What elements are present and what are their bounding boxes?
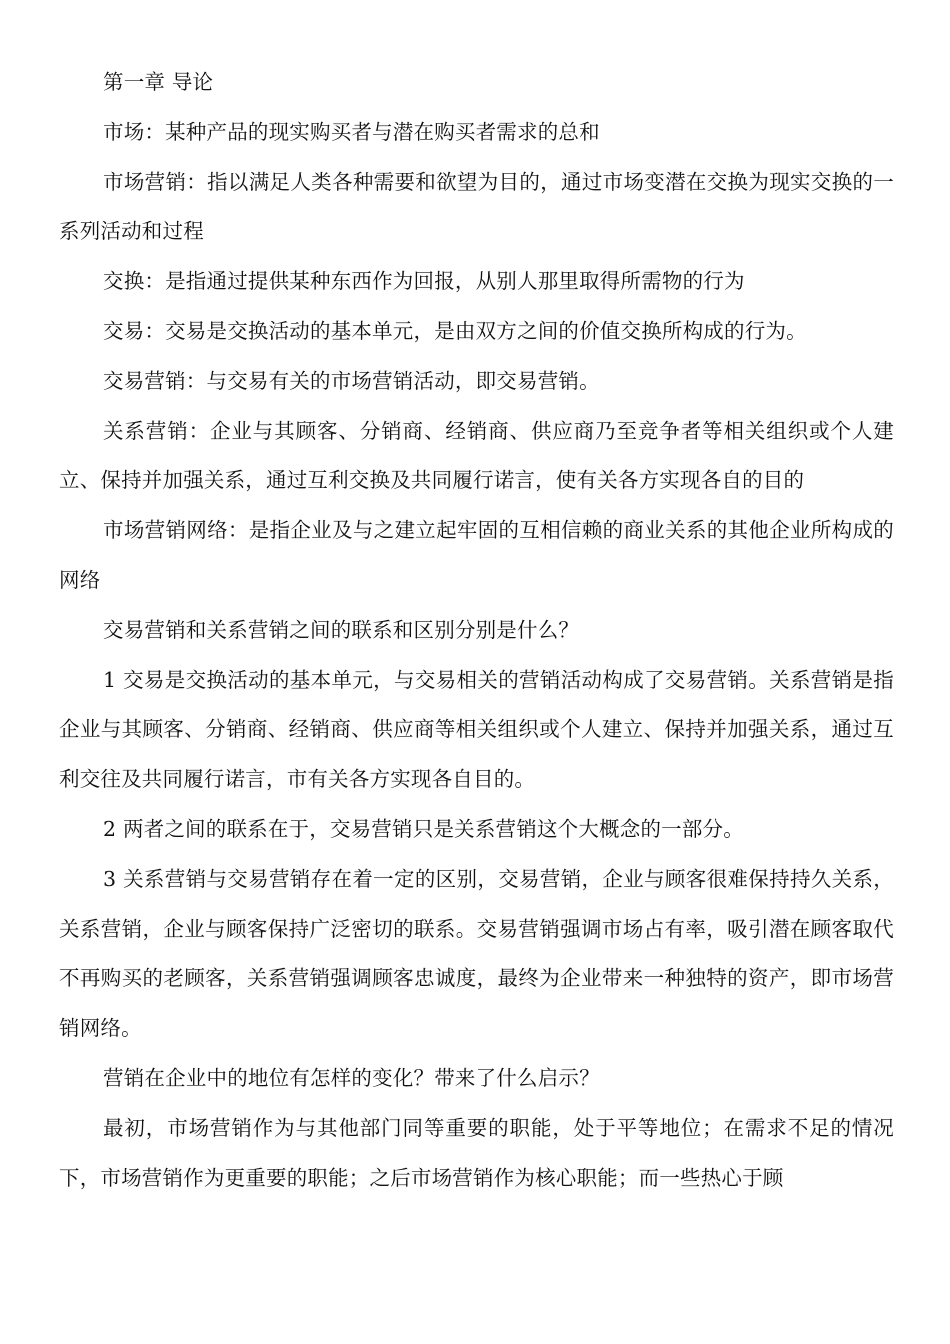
answer-point-3: 3 关系营销与交易营销存在着一定的区别，交易营销，企业与顾客很难保持持久关系，关系营销，企业与顾客保持广泛密切的联系。交易营销强调市场占有率，吸引潜在顾客取代不再购买的老顾客，关系营销强调顾客忠诚度，最终为企业带来一种独特的资产，即市场营销网络。 [59, 866, 894, 1041]
definition-relationship-marketing: 关系营销：企业与其顾客、分销商、经销商、供应商乃至竞争者等相关组织或个人建立、保持并加强关系，通过互利交换及共同履行诺言，使有关各方实现各自的目的 [59, 418, 894, 493]
definition-marketing: 市场营销：指以满足人类各种需要和欲望为目的，通过市场变潜在交换为现实交换的一系列活动和过程 [59, 169, 894, 244]
definition-exchange: 交换：是指通过提供某种东西作为回报，从别人那里取得所需物的行为 [103, 269, 745, 294]
answer-point-2: 2 两者之间的联系在于，交易营销只是关系营销这个大概念的一部分。 [103, 816, 744, 841]
question-marketing-status: 营销在企业中的地位有怎样的变化？带来了什么启示？ [103, 1065, 600, 1090]
answer-point-1: 1 交易是交换活动的基本单元，与交易相关的营销活动构成了交易营销。关系营销是指企业与其顾客、分销商、经销商、供应商等相关组织或个人建立、保持并加强关系，通过互利交往及共同履行诺言，市有关各方实现各自目的。 [59, 667, 894, 792]
question-relationship-vs-transaction: 交易营销和关系营销之间的联系和区别分别是什么？ [103, 617, 580, 642]
definition-transaction: 交易：交易是交换活动的基本单元，是由双方之间的价值交换所构成的行为。 [103, 318, 807, 343]
definition-marketing-network: 市场营销网络：是指企业及与之建立起牢固的互相信赖的商业关系的其他企业所构成的网络 [59, 518, 894, 592]
definition-transaction-marketing: 交易营销：与交易有关的市场营销活动，即交易营销。 [103, 368, 600, 393]
answer-marketing-status: 最初，市场营销作为与其他部门同等重要的职能，处于平等地位；在需求不足的情况下，市场营销作为更重要的职能；之后市场营销作为核心职能；而一些热心于顾 [59, 1115, 894, 1190]
definition-market: 市场：某种产品的现实购买者与潜在购买者需求的总和 [103, 119, 600, 144]
chapter-heading: 第一章 导论 [103, 70, 214, 94]
